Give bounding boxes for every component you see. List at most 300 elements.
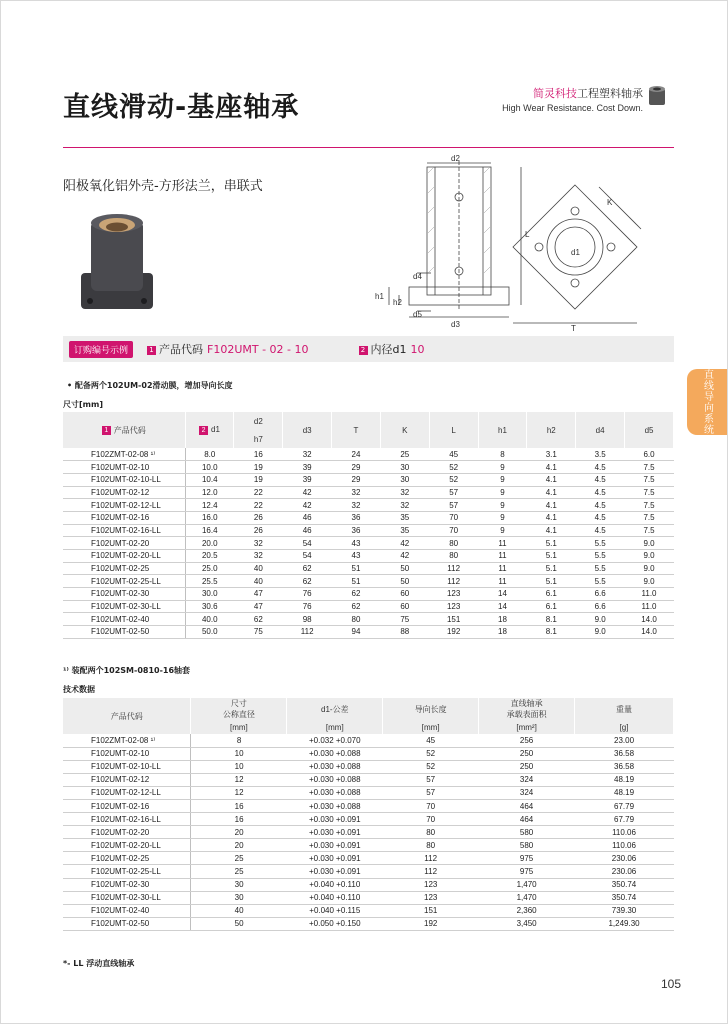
table-cell: +0.030 +0.088 bbox=[287, 760, 383, 773]
table-cell: 80 bbox=[383, 839, 479, 852]
table-cell: +0.040 +0.110 bbox=[287, 878, 383, 891]
th2-unit-guide: [mm] bbox=[383, 720, 479, 734]
table-cell: 36 bbox=[332, 511, 381, 524]
table-cell: 5.5 bbox=[576, 562, 625, 575]
table-cell: 22 bbox=[234, 486, 283, 499]
th2-unit-weight: [g] bbox=[575, 720, 674, 734]
table-cell: 57 bbox=[429, 486, 478, 499]
table-cell: 51 bbox=[332, 575, 381, 588]
table-cell: 8 bbox=[191, 734, 287, 747]
table-cell: 25.0 bbox=[185, 562, 234, 575]
table-cell: 16.0 bbox=[185, 511, 234, 524]
table-row bbox=[63, 499, 674, 512]
table-cell: 70 bbox=[383, 799, 479, 812]
product-code-cell: F102UMT-02-12-LL bbox=[63, 786, 191, 799]
th-d5: d5 bbox=[625, 412, 674, 448]
table-cell: 6.1 bbox=[527, 588, 576, 601]
table-cell: 62 bbox=[332, 588, 381, 601]
table-cell: 739.30 bbox=[575, 904, 674, 917]
page-number: 105 bbox=[660, 977, 681, 991]
table-cell: 12.4 bbox=[185, 499, 234, 512]
th2-area-label: 直线轴承 bbox=[510, 699, 543, 708]
table-cell: 16 bbox=[234, 448, 283, 461]
brand-cn bbox=[502, 85, 643, 101]
table-cell: 32 bbox=[380, 486, 429, 499]
table-cell: 35 bbox=[380, 511, 429, 524]
table-cell: 67.79 bbox=[575, 813, 674, 826]
table-cell: 11 bbox=[478, 562, 527, 575]
product-code-cell: F102UMT-02-25 bbox=[63, 562, 185, 575]
table-cell: 4.1 bbox=[527, 499, 576, 512]
table-cell: 464 bbox=[479, 799, 575, 812]
table-row bbox=[63, 562, 674, 575]
th2-size-sub: 公称直径 bbox=[222, 710, 255, 719]
table-cell: 50 bbox=[380, 575, 429, 588]
table-cell: 57 bbox=[383, 773, 479, 786]
table-cell: 4.5 bbox=[576, 499, 625, 512]
table-row bbox=[63, 760, 674, 773]
table-cell: 16 bbox=[191, 813, 287, 826]
table-cell: 43 bbox=[332, 537, 381, 550]
table-cell: 975 bbox=[479, 852, 575, 865]
table-cell: 70 bbox=[383, 813, 479, 826]
table-cell: 25 bbox=[380, 448, 429, 461]
label-d1: d1 bbox=[571, 248, 580, 257]
table-cell: 54 bbox=[283, 550, 332, 563]
table-row bbox=[63, 878, 674, 891]
table-cell: 60 bbox=[380, 588, 429, 601]
product-code-cell: F102UMT-02-25-LL bbox=[63, 575, 185, 588]
order-item-d1 bbox=[359, 341, 425, 357]
table-cell: +0.050 +0.150 bbox=[287, 917, 383, 930]
table-cell: 4.1 bbox=[527, 461, 576, 474]
product-code-cell: F102UMT-02-20 bbox=[63, 537, 185, 550]
table-row bbox=[63, 773, 674, 786]
table-row bbox=[63, 588, 674, 601]
order-num-1: 1 bbox=[147, 346, 156, 355]
table-row bbox=[63, 511, 674, 524]
th2-unit-tol: [mm] bbox=[287, 720, 383, 734]
table-cell: 151 bbox=[429, 613, 478, 626]
product-code-cell: F102ZMT-02-08 ¹⁾ bbox=[63, 448, 185, 461]
product-code-cell: F102UMT-02-30-LL bbox=[63, 891, 191, 904]
table-cell: +0.030 +0.088 bbox=[287, 799, 383, 812]
th-d1-label: d1 bbox=[211, 425, 220, 435]
table-cell: 54 bbox=[283, 537, 332, 550]
table-cell: 8 bbox=[478, 448, 527, 461]
table-cell: 94 bbox=[332, 626, 381, 639]
product-code-cell: F102UMT-02-10 bbox=[63, 461, 185, 474]
table-cell: 9 bbox=[478, 486, 527, 499]
table-cell: 75 bbox=[234, 626, 283, 639]
table-cell: 60 bbox=[380, 600, 429, 613]
label-h1: h1 bbox=[375, 292, 384, 301]
product-code-cell: F102UMT-02-30 bbox=[63, 878, 191, 891]
table-cell: 9 bbox=[478, 473, 527, 486]
table-cell: 75 bbox=[380, 613, 429, 626]
table-row bbox=[63, 813, 674, 826]
table-cell: 123 bbox=[429, 588, 478, 601]
table-cell: 32 bbox=[283, 448, 332, 461]
product-code-cell: F102UMT-02-10-LL bbox=[63, 473, 185, 486]
table-cell: 1,249.30 bbox=[575, 917, 674, 930]
product-subtitle: 阳极氧化铝外壳-方形法兰，串联式 bbox=[63, 179, 263, 194]
table-cell: 48.19 bbox=[575, 773, 674, 786]
table-cell: 45 bbox=[429, 448, 478, 461]
table-cell: 324 bbox=[479, 786, 575, 799]
table-cell: 6.0 bbox=[625, 448, 674, 461]
table-cell: 36.58 bbox=[575, 747, 674, 760]
table-cell: 40.0 bbox=[185, 613, 234, 626]
table-cell: 4.1 bbox=[527, 486, 576, 499]
product-code-cell: F102UMT-02-25 bbox=[63, 852, 191, 865]
product-code-cell: F102UMT-02-16-LL bbox=[63, 524, 185, 537]
table-cell: 2,360 bbox=[479, 904, 575, 917]
table-cell: 9.0 bbox=[625, 537, 674, 550]
table-cell: 20 bbox=[191, 839, 287, 852]
label-d5: d5 bbox=[413, 310, 422, 319]
table-cell: 11 bbox=[478, 550, 527, 563]
table-cell: 12.0 bbox=[185, 486, 234, 499]
table-cell: 46 bbox=[283, 511, 332, 524]
header-rule bbox=[63, 147, 674, 148]
label-d3: d3 bbox=[451, 320, 460, 329]
table-cell: 250 bbox=[479, 747, 575, 760]
th2-code: 产品代码 bbox=[63, 698, 191, 734]
table-cell: 9 bbox=[478, 499, 527, 512]
table-cell: 70 bbox=[429, 511, 478, 524]
table-cell: 1,470 bbox=[479, 878, 575, 891]
table-cell: 32 bbox=[380, 499, 429, 512]
table-row bbox=[63, 550, 674, 563]
table-cell: 50 bbox=[380, 562, 429, 575]
table-cell: 14.0 bbox=[625, 613, 674, 626]
product-code-cell: F102UMT-02-20-LL bbox=[63, 550, 185, 563]
table-cell: 30.0 bbox=[185, 588, 234, 601]
th-h7: h7 bbox=[234, 430, 283, 448]
th2-unit-area: [mm²] bbox=[479, 720, 575, 734]
table-cell: 62 bbox=[283, 575, 332, 588]
table-cell: 580 bbox=[479, 826, 575, 839]
table-cell: 250 bbox=[479, 760, 575, 773]
table-cell: 76 bbox=[283, 600, 332, 613]
table-cell: 10.4 bbox=[185, 473, 234, 486]
table-cell: 230.06 bbox=[575, 865, 674, 878]
tech-data-label: 技术数据 bbox=[63, 685, 95, 694]
table-row bbox=[63, 473, 674, 486]
table-cell: 3,450 bbox=[479, 917, 575, 930]
table-cell: 112 bbox=[383, 865, 479, 878]
table-cell: 7.5 bbox=[625, 461, 674, 474]
table-cell: 4.1 bbox=[527, 511, 576, 524]
table-cell: 51 bbox=[332, 562, 381, 575]
table-cell: 42 bbox=[283, 486, 332, 499]
table-cell: 464 bbox=[479, 813, 575, 826]
table-cell: 230.06 bbox=[575, 852, 674, 865]
table-cell: +0.030 +0.091 bbox=[287, 826, 383, 839]
page-title: 直线滑动-基座轴承 bbox=[63, 92, 300, 123]
table-cell: 50 bbox=[191, 917, 287, 930]
table-cell: 25.5 bbox=[185, 575, 234, 588]
table-cell: 10 bbox=[191, 747, 287, 760]
table-cell: 580 bbox=[479, 839, 575, 852]
table-cell: 80 bbox=[429, 550, 478, 563]
table-cell: 10.0 bbox=[185, 461, 234, 474]
product-code-cell: F102ZMT-02-08 ¹⁾ bbox=[63, 734, 191, 747]
table-cell: 40 bbox=[191, 904, 287, 917]
table-cell: 62 bbox=[234, 613, 283, 626]
table-cell: 8.1 bbox=[527, 626, 576, 639]
table-cell: 324 bbox=[479, 773, 575, 786]
order-tag: 订购编号示例 bbox=[69, 341, 133, 358]
table-cell: 7.5 bbox=[625, 486, 674, 499]
table-cell: 32 bbox=[234, 537, 283, 550]
th2-unit-size: [mm] bbox=[191, 720, 287, 734]
table-cell: 76 bbox=[283, 588, 332, 601]
table-cell: 5.1 bbox=[527, 537, 576, 550]
table-cell: 52 bbox=[383, 747, 479, 760]
order-value-code: F102UMT - 02 - 10 bbox=[207, 343, 309, 356]
th2-size-label: 尺寸 bbox=[230, 699, 247, 708]
product-code-cell: F102UMT-02-12-LL bbox=[63, 499, 185, 512]
th-code-num: 1 bbox=[102, 426, 111, 435]
table-cell: 6.6 bbox=[576, 588, 625, 601]
table-cell: +0.030 +0.088 bbox=[287, 747, 383, 760]
th-code bbox=[63, 412, 185, 448]
table-cell: 40 bbox=[234, 562, 283, 575]
table-row bbox=[63, 917, 674, 930]
table-cell: 5.1 bbox=[527, 550, 576, 563]
label-d4: d4 bbox=[413, 272, 422, 281]
dimension-table bbox=[63, 412, 674, 639]
table-cell: 123 bbox=[383, 878, 479, 891]
table-cell: 30 bbox=[380, 473, 429, 486]
product-code-cell: F102UMT-02-10-LL bbox=[63, 760, 191, 773]
product-code-cell: F102UMT-02-50 bbox=[63, 917, 191, 930]
table-cell: 9.0 bbox=[625, 562, 674, 575]
table-row bbox=[63, 852, 674, 865]
ll-note: *- LL 浮动直线轴承 bbox=[63, 959, 135, 968]
table-cell: 48.19 bbox=[575, 786, 674, 799]
table-cell: 24 bbox=[332, 448, 381, 461]
table-cell: 12 bbox=[191, 786, 287, 799]
table-cell: 3.5 bbox=[576, 448, 625, 461]
unit-label: 尺寸[mm] bbox=[63, 400, 103, 409]
th-d1-num: 2 bbox=[199, 426, 208, 435]
table-cell: 20.5 bbox=[185, 550, 234, 563]
table-cell: +0.030 +0.091 bbox=[287, 813, 383, 826]
table-cell: 4.5 bbox=[576, 461, 625, 474]
table-row bbox=[63, 537, 674, 550]
order-num-2: 2 bbox=[359, 346, 368, 355]
table-cell: 151 bbox=[383, 904, 479, 917]
table-cell: 3.1 bbox=[527, 448, 576, 461]
table-cell: 67.79 bbox=[575, 799, 674, 812]
th-d2: d2 bbox=[234, 412, 283, 430]
table-row bbox=[63, 747, 674, 760]
table-cell: 112 bbox=[283, 626, 332, 639]
table-cell: 9.0 bbox=[576, 613, 625, 626]
table-row bbox=[63, 448, 674, 461]
table-cell: 123 bbox=[383, 891, 479, 904]
table-cell: 40 bbox=[234, 575, 283, 588]
table-cell: 7.5 bbox=[625, 524, 674, 537]
table-cell: 80 bbox=[383, 826, 479, 839]
table-cell: +0.032 +0.070 bbox=[287, 734, 383, 747]
table-cell: 11.0 bbox=[625, 600, 674, 613]
table-cell: +0.030 +0.091 bbox=[287, 865, 383, 878]
product-code-cell: F102UMT-02-40 bbox=[63, 613, 185, 626]
table-cell: 256 bbox=[479, 734, 575, 747]
table-cell: 46 bbox=[283, 524, 332, 537]
table-cell: 12 bbox=[191, 773, 287, 786]
th2-size bbox=[191, 698, 287, 720]
table-cell: 6.1 bbox=[527, 600, 576, 613]
table-cell: 30 bbox=[191, 878, 287, 891]
table-cell: 9.0 bbox=[625, 575, 674, 588]
table-cell: 39 bbox=[283, 473, 332, 486]
product-code-cell: F102UMT-02-12 bbox=[63, 773, 191, 786]
th2-weight: 重量 bbox=[575, 698, 674, 720]
table-cell: +0.040 +0.110 bbox=[287, 891, 383, 904]
table-cell: 7.5 bbox=[625, 473, 674, 486]
th-d1 bbox=[185, 412, 234, 448]
table-row bbox=[63, 734, 674, 747]
order-label-code: 产品代码 bbox=[159, 343, 204, 356]
table-cell: 123 bbox=[429, 600, 478, 613]
table-cell: 5.1 bbox=[527, 562, 576, 575]
table-cell: 19 bbox=[234, 461, 283, 474]
table-row bbox=[63, 826, 674, 839]
label-K: K bbox=[607, 198, 613, 207]
th-d4: d4 bbox=[576, 412, 625, 448]
table-cell: 350.74 bbox=[575, 878, 674, 891]
table-cell: 9.0 bbox=[625, 550, 674, 563]
table-cell: 8.0 bbox=[185, 448, 234, 461]
table-cell: 26 bbox=[234, 511, 283, 524]
th-T: T bbox=[332, 412, 381, 448]
table-cell: 110.06 bbox=[575, 839, 674, 852]
table-cell: 25 bbox=[191, 865, 287, 878]
bearing-logo-icon bbox=[647, 85, 667, 109]
th-code-label: 产品代码 bbox=[113, 425, 146, 435]
table-cell: 62 bbox=[283, 562, 332, 575]
table-cell: 35 bbox=[380, 524, 429, 537]
table-cell: 7.5 bbox=[625, 499, 674, 512]
table-row bbox=[63, 575, 674, 588]
table-cell: 4.1 bbox=[527, 524, 576, 537]
table-cell: 6.6 bbox=[576, 600, 625, 613]
table-cell: 42 bbox=[380, 550, 429, 563]
table-cell: 52 bbox=[429, 461, 478, 474]
product-code-cell: F102UMT-02-12 bbox=[63, 486, 185, 499]
table-row bbox=[63, 786, 674, 799]
table-cell: 18 bbox=[478, 613, 527, 626]
th-h2: h2 bbox=[527, 412, 576, 448]
th-h1: h1 bbox=[478, 412, 527, 448]
table-cell: 20 bbox=[191, 826, 287, 839]
product-code-cell: F102UMT-02-10 bbox=[63, 747, 191, 760]
table-cell: 5.5 bbox=[576, 550, 625, 563]
table-cell: 9 bbox=[478, 511, 527, 524]
table-cell: 14.0 bbox=[625, 626, 674, 639]
table-row bbox=[63, 524, 674, 537]
th2-area-sub: 承载表面积 bbox=[506, 710, 547, 719]
table-cell: 11.0 bbox=[625, 588, 674, 601]
label-h2: h2 bbox=[393, 298, 402, 307]
table-cell: 975 bbox=[479, 865, 575, 878]
label-L: L bbox=[525, 230, 530, 239]
th-d3: d3 bbox=[283, 412, 332, 448]
table-cell: 23.00 bbox=[575, 734, 674, 747]
table-row bbox=[63, 600, 674, 613]
product-code-cell: F102UMT-02-25-LL bbox=[63, 865, 191, 878]
table-cell: 14 bbox=[478, 588, 527, 601]
table-cell: 29 bbox=[332, 473, 381, 486]
table-cell: 9.0 bbox=[576, 626, 625, 639]
table-cell: 11 bbox=[478, 575, 527, 588]
label-d2: d2 bbox=[451, 154, 460, 163]
table-cell: 30.6 bbox=[185, 600, 234, 613]
table-cell: 47 bbox=[234, 588, 283, 601]
table-cell: 57 bbox=[383, 786, 479, 799]
side-section-tab[interactable]: 直线导向系统 bbox=[687, 369, 727, 435]
th2-tol: d1-公差 bbox=[287, 698, 383, 720]
table-row bbox=[63, 891, 674, 904]
table-cell: 57 bbox=[429, 499, 478, 512]
table-row bbox=[63, 839, 674, 852]
table-row bbox=[63, 904, 674, 917]
table-cell: 5.1 bbox=[527, 575, 576, 588]
brand-slogan: High Wear Resistance. Cost Down. bbox=[502, 103, 643, 113]
table-cell: 5.5 bbox=[576, 575, 625, 588]
table-cell: 18 bbox=[478, 626, 527, 639]
table-cell: 112 bbox=[429, 575, 478, 588]
table-cell: 5.5 bbox=[576, 537, 625, 550]
tech-data-table bbox=[63, 698, 674, 931]
table-cell: 9 bbox=[478, 524, 527, 537]
table-cell: 30 bbox=[191, 891, 287, 904]
table-cell: 11 bbox=[478, 537, 527, 550]
product-code-cell: F102UMT-02-20 bbox=[63, 826, 191, 839]
th2-area bbox=[479, 698, 575, 720]
product-code-cell: F102UMT-02-30 bbox=[63, 588, 185, 601]
table-cell: 80 bbox=[332, 613, 381, 626]
table-cell: 4.5 bbox=[576, 473, 625, 486]
table-cell: 4.5 bbox=[576, 524, 625, 537]
table-cell: 10 bbox=[191, 760, 287, 773]
table-cell: 32 bbox=[332, 499, 381, 512]
table-cell: 192 bbox=[383, 917, 479, 930]
table-cell: 98 bbox=[283, 613, 332, 626]
table-cell: 45 bbox=[383, 734, 479, 747]
order-label-d1: 内径d1 bbox=[370, 343, 407, 356]
table-cell: 62 bbox=[332, 600, 381, 613]
table-cell: 32 bbox=[332, 486, 381, 499]
technical-drawing bbox=[371, 153, 671, 333]
table-cell: 14 bbox=[478, 600, 527, 613]
product-code-cell: F102UMT-02-16-LL bbox=[63, 813, 191, 826]
table-cell: 4.5 bbox=[576, 486, 625, 499]
product-photo bbox=[81, 211, 153, 311]
table-cell: 42 bbox=[283, 499, 332, 512]
table-cell: 52 bbox=[383, 760, 479, 773]
table-cell: 88 bbox=[380, 626, 429, 639]
footnote-sleeve: ¹⁾ 装配两个102SM-0810-16轴套 bbox=[63, 666, 191, 675]
table-cell: 19 bbox=[234, 473, 283, 486]
product-code-cell: F102UMT-02-50 bbox=[63, 626, 185, 639]
table-cell: 22 bbox=[234, 499, 283, 512]
